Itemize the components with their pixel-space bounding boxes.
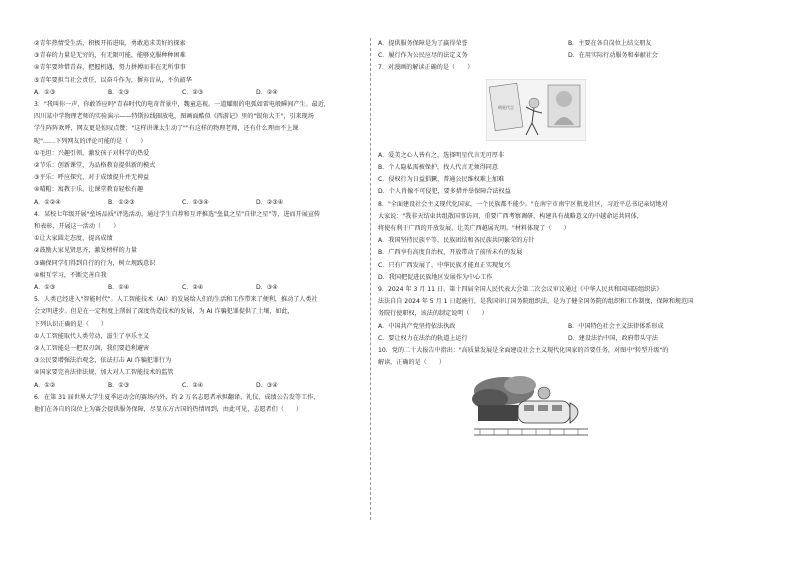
q4-option-c[interactable]: C．②④ — [182, 284, 204, 292]
q8-option-d[interactable]: D．我国把促进民族地区发展作为中心工作 — [378, 273, 493, 281]
q4-option-d[interactable]: D．③④ — [256, 284, 278, 292]
q9-stem-2: 法法自自 2024 年 5 月 1 日起施行，是我国审订国务院组织法，是为了健全国务院的组织和工作制度，保障和规范国 — [378, 298, 694, 306]
q4-options — [34, 282, 364, 294]
q4-item-2: ②鼓励大家见贤思齐，激发榜样的力量 — [34, 247, 137, 255]
q7-stem: 7．对漫画的解读正确的是（ ） — [378, 64, 474, 72]
q3-stem-4: 呢"……下列网友的评论可能的是（ ） — [34, 137, 147, 145]
q10-stem-1: 10．党的二十大报告中指出："高质量发展是全面建设社会主义现代化国家的首要任务，对图中"转型升级"的 — [378, 347, 669, 355]
q7-option-b[interactable]: B．个人隐私需被保护，找人代言无须得同意 — [378, 164, 498, 172]
q5-option-a[interactable]: A．①② — [34, 381, 56, 389]
q3-option-b[interactable]: B．①②③ — [108, 198, 135, 206]
q6-stem-2: 他们在各自的岗位上为赛会提供服务保障，尽显东方古国的热情周到，由此可见，志愿者们（ ） — [34, 406, 303, 414]
q2-option-d[interactable]: D．②④ — [256, 88, 278, 96]
q6-option-a[interactable]: A．提供服务保障是为了赢得荣誉 — [378, 40, 468, 47]
q4-item-4: ④相互学习，不断完善自我 — [34, 271, 107, 279]
q10-cartoon-image — [470, 373, 758, 450]
q3-stem-2: 四川某中学物理老师的实验演示——特斯拉线圈放电，图画面酷似《西游记》里的"银角大王"，引来现场 — [34, 113, 314, 121]
q8-option-c[interactable]: C．只有广西发展了，中华民族才能真正实现复兴 — [378, 261, 511, 269]
q3-option-d[interactable]: D．②③④ — [256, 198, 284, 206]
q9-option-c[interactable]: C．要让权力在法治的轨道上运行 — [378, 334, 468, 342]
q5-option-d[interactable]: D．③④ — [256, 381, 278, 389]
q7-option-a[interactable]: A．爱美之心人皆有之，选择明星代言无可厚非 — [378, 151, 505, 159]
q3-stem-3: 学生阵阵欢呼，网友更是惊叹点赞："这样讲课太生动了""有这样的物理老师，还有什么理由不上课 — [34, 125, 299, 133]
q9-stem-1: 9．2024 年 3 月 11 日，第十四届全国人民代表大会第二次会议审议通过《中华人民共和国国防组织法》 — [378, 286, 663, 294]
q4-option-a[interactable]: A．①③ — [34, 284, 56, 292]
q6-options-row-1 — [378, 38, 758, 50]
q6-option-c[interactable]: C．履行作为公民应尽的法定义务 — [378, 52, 468, 60]
q2-option-c[interactable]: C．②③ — [182, 88, 204, 96]
q9-option-b[interactable]: B．中国特色社会主义法律体系形成 — [568, 322, 664, 330]
q6-option-b[interactable]: B．主要在各自岗位上结交朋友 — [568, 40, 652, 47]
q3-item-1: ①毛坦：兴趣引领，激发孩子对科学的热爱 — [34, 149, 150, 157]
q8-stem-2: 大家说："我非天结束共组散国事访问，重要广西考察调研，构建具有战略意义的中越命运共同体， — [378, 212, 643, 220]
q8-stem-1: 8．"全面建设社会主义现代化国家，一个民族都不能少。"在南宁市南宁区瓶龙社区，习近平总书记亲切地对 — [378, 200, 668, 208]
q5-stem-1: 5．人类已经进入"智能时代"。人工智能技术（AI）的发展给人们的生活和工作带来了便利，推动了人类社 — [34, 296, 318, 304]
q9-options-row-2 — [378, 333, 758, 345]
q3-option-a[interactable]: A．①②④ — [34, 198, 61, 206]
q5-stem-2: 会文明进步。但是在一定程度上削弱了深度伪造技术的发展，为 AI 诈骗犯罪提供了土壤，如此， — [34, 308, 294, 316]
q2-item-5: ⑤青年要担当社会责任，以奋斗作为，摒弃盲从，不负韶华 — [34, 76, 192, 84]
q9-option-d[interactable]: D．建设法治中国，政府带头守法 — [568, 334, 659, 342]
q3-item-2: ②节乐：创新课堂，为品格教育提供新的模式 — [34, 162, 156, 170]
q6-option-d[interactable]: D．在用实际行动服务和奉献社会 — [568, 52, 659, 60]
q8-option-b[interactable]: B．广西享有高度自治权，开放带动了前所未有的发展 — [378, 249, 523, 257]
q5-item-4: ④国家要完善法律法规，加大对人工智能技术的监管 — [34, 369, 174, 377]
q8-stem-3: 将使有利于广西的开放发展，让美广西越展光明。"材料体现了（ ） — [378, 225, 570, 233]
q3-options — [34, 197, 364, 209]
column-divider — [370, 38, 371, 520]
q3-item-3: ③平乐：呼应探究，对于成绩提升并无裨益 — [34, 174, 150, 182]
q4-option-b[interactable]: B．①④ — [108, 284, 130, 292]
q3-stem-1: 3．"我叫你一声，你敢答应吗"青春时代的电奇背景中，魏童巡视。一道耀眼的电弧如雷电般瞬间产生。最近， — [34, 101, 330, 109]
q5-item-1: ①人工智能取代人类劳动，滋生了享乐主义 — [34, 332, 150, 340]
q10-stem-2: 解读，正确的是（ ） — [378, 359, 446, 367]
q5-stem-3: 下列认识正确的是（ ） — [34, 320, 108, 328]
q7-cartoon-illustration — [486, 79, 586, 141]
q2-item-3: ③青春的力量是无穷的，有无限可能，能够克服种种困难 — [34, 52, 186, 60]
q6-stem-1: 6．在第 31 届世界大学生夏季运动会的赛场内外，约 2 万名志愿者承担翻译、礼仪、成绩公告发等工作， — [34, 393, 320, 401]
q9-stem-3: 务院行使职权，该法的制定说明（ ） — [378, 310, 488, 318]
right-column — [378, 38, 758, 455]
q3-item-4: ④晴帽：寓教于乐，让课堂教育轻松有趣 — [34, 186, 144, 194]
q2-options — [34, 87, 364, 99]
q5-item-2: ②人工智能是一把双刃剑，我们要趋利避害 — [34, 345, 150, 353]
q4-stem-1: 4．某校七年级开展"垒场品质"评选活动，通过学生自荐和互评推选"垒鼠之星"自律之星"等，进而开展宣传 — [34, 210, 321, 218]
q2-option-b[interactable]: B．①③ — [108, 88, 130, 96]
q4-stem-2: 和表彰，开展这一活动（ ） — [34, 223, 120, 231]
q5-options — [34, 380, 364, 392]
q5-option-c[interactable]: C．②④ — [182, 381, 204, 389]
q7-cartoon-image — [486, 79, 758, 146]
q7-option-c[interactable]: C．侵权行为日益猖獗，普通公民维权难上加难 — [378, 176, 505, 184]
q4-item-1: ①让大家圆走态度，提高成绩 — [34, 235, 113, 243]
q8-option-a[interactable]: A．我国坚持民族平等、民族团结和各民族共同繁荣的方针 — [378, 237, 535, 245]
q5-item-3: ③公民要增强法治观念，依法打击 AI 诈骗犯罪行为 — [34, 357, 172, 365]
svg-text:明星代言: 明星代言 — [498, 104, 514, 110]
q2-item-2: ②青年热情受生活，积极开拓进取，勇敢追求美好的探索 — [34, 40, 186, 47]
q4-item-3: ③确保同学们得到自行的行为，树立规践意识 — [34, 259, 156, 267]
q7-option-d[interactable]: D．个人肖像不可侵犯，要多措并举保障合法权益 — [378, 188, 511, 196]
q9-option-a[interactable]: A．中国共产党坚持依法执政 — [378, 322, 456, 330]
q2-option-a[interactable]: A．①③ — [34, 88, 56, 96]
q2-item-4: ④青年要珍惜青春，把握机遇，努力拼搏而非在无所事事 — [34, 64, 186, 72]
left-column — [34, 38, 364, 416]
q5-option-b[interactable]: B．①③ — [108, 381, 130, 389]
q10-train-illustration — [470, 373, 590, 445]
q3-option-c[interactable]: C．①③④ — [182, 198, 209, 206]
q6-options-row-2 — [378, 50, 758, 62]
q9-options-row-1 — [378, 321, 758, 333]
